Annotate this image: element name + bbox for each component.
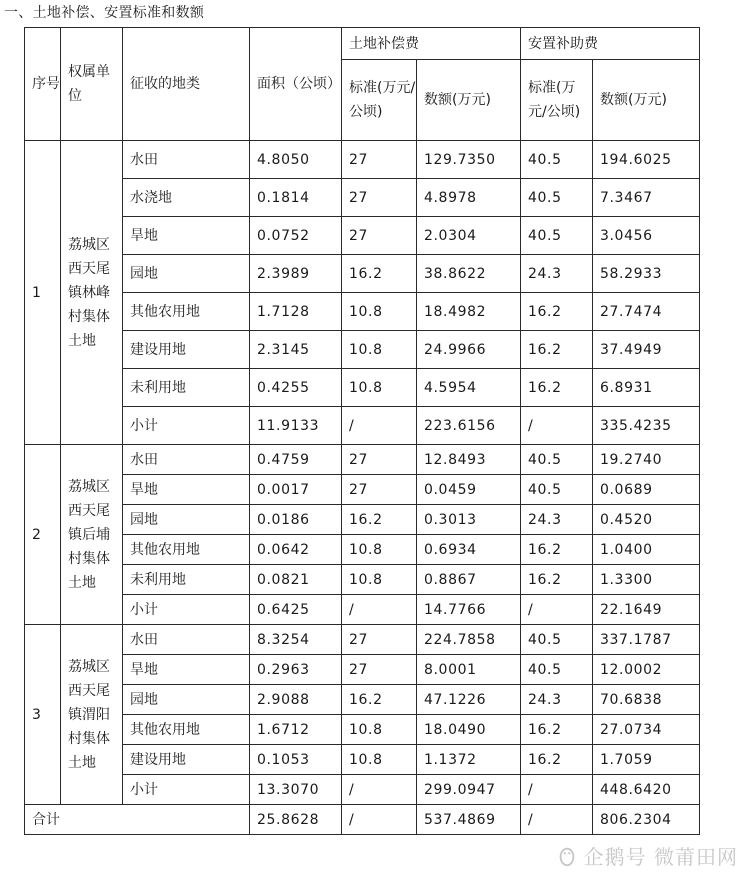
cell-resettle-standard: / [521, 775, 593, 805]
header-land-comp-standard: 标准(万元/公顷) [342, 60, 417, 141]
cell-resettle-standard: 16.2 [521, 565, 593, 595]
header-area: 面积（公顷） [250, 28, 342, 141]
cell-land-type: 未利用地 [123, 565, 250, 595]
cell-land-comp-amount: 223.6156 [417, 407, 521, 445]
cell-resettle-amount: 1.0400 [593, 535, 700, 565]
cell-land-comp-amount: 224.7858 [417, 625, 521, 655]
cell-resettle-amount: 0.4520 [593, 505, 700, 535]
table-row [25, 595, 700, 625]
cell-land-comp-amount: 24.9966 [417, 331, 521, 369]
cell-land-type: 园地 [123, 685, 250, 715]
cell-land-type: 水田 [123, 445, 250, 475]
cell-land-comp-standard: 10.8 [342, 565, 417, 595]
cell-area: 2.3145 [250, 331, 342, 369]
table-body [25, 141, 700, 835]
header-owner: 权属单位 [61, 28, 123, 141]
total-land-comp-standard: / [342, 805, 417, 835]
watermark [556, 841, 738, 870]
cell-land-comp-standard: 10.8 [342, 293, 417, 331]
header-seq: 序号 [25, 28, 61, 141]
table-row [25, 369, 700, 407]
cell-land-type: 园地 [123, 505, 250, 535]
cell-land-comp-standard: 10.8 [342, 745, 417, 775]
cell-resettle-standard: 40.5 [521, 141, 593, 179]
cell-land-comp-amount: 4.8978 [417, 179, 521, 217]
cell-resettle-amount: 6.8931 [593, 369, 700, 407]
cell-land-type: 园地 [123, 255, 250, 293]
table-row [25, 179, 700, 217]
table-row [25, 505, 700, 535]
cell-resettle-standard: 40.5 [521, 625, 593, 655]
total-label: 合计 [25, 805, 250, 835]
header-land-compensation: 土地补偿费 [342, 28, 521, 60]
cell-land-comp-standard: 16.2 [342, 685, 417, 715]
cell-land-comp-amount: 4.5954 [417, 369, 521, 407]
cell-resettle-standard: / [521, 407, 593, 445]
cell-resettle-amount: 3.0456 [593, 217, 700, 255]
table-row [25, 293, 700, 331]
cell-land-comp-amount: 14.7766 [417, 595, 521, 625]
watermark-text: 企鹅号 微莆田网 [583, 845, 738, 869]
table-row [25, 655, 700, 685]
cell-land-comp-amount: 0.0459 [417, 475, 521, 505]
cell-land-comp-amount: 12.8493 [417, 445, 521, 475]
cell-land-comp-standard: 27 [342, 475, 417, 505]
group-seq: 3 [25, 625, 61, 805]
cell-resettle-amount: 12.0002 [593, 655, 700, 685]
cell-area: 0.4759 [250, 445, 342, 475]
group-seq: 1 [25, 141, 61, 445]
compensation-table [24, 27, 700, 835]
cell-resettle-standard: 40.5 [521, 445, 593, 475]
cell-resettle-amount: 27.7474 [593, 293, 700, 331]
cell-resettle-amount: 1.3300 [593, 565, 700, 595]
cell-land-comp-standard: 27 [342, 141, 417, 179]
cell-resettle-standard: 40.5 [521, 217, 593, 255]
cell-resettle-amount: 1.7059 [593, 745, 700, 775]
cell-land-comp-amount: 0.8867 [417, 565, 521, 595]
header-resettle-amount: 数额(万元) [593, 60, 700, 141]
cell-area: 0.6425 [250, 595, 342, 625]
table-row [25, 255, 700, 293]
group-owner: 荔城区西天尾镇林峰村集体土地 [61, 141, 123, 445]
cell-area: 2.9088 [250, 685, 342, 715]
cell-area: 0.4255 [250, 369, 342, 407]
cell-land-comp-amount: 38.8622 [417, 255, 521, 293]
cell-land-type: 其他农用地 [123, 715, 250, 745]
cell-area: 0.0821 [250, 565, 342, 595]
cell-resettle-amount: 7.3467 [593, 179, 700, 217]
cell-resettle-standard: 24.3 [521, 255, 593, 293]
cell-land-comp-standard: 27 [342, 655, 417, 685]
cell-land-comp-amount: 129.7350 [417, 141, 521, 179]
cell-resettle-standard: 16.2 [521, 745, 593, 775]
cell-area: 13.3070 [250, 775, 342, 805]
cell-area: 0.1814 [250, 179, 342, 217]
cell-land-type: 旱地 [123, 217, 250, 255]
header-land-comp-amount: 数额(万元) [417, 60, 521, 141]
cell-land-comp-amount: 8.0001 [417, 655, 521, 685]
cell-resettle-standard: 16.2 [521, 535, 593, 565]
cell-land-comp-standard: 10.8 [342, 331, 417, 369]
table-row [25, 217, 700, 255]
cell-area: 0.0642 [250, 535, 342, 565]
cell-land-type: 其他农用地 [123, 535, 250, 565]
cell-land-comp-amount: 1.1372 [417, 745, 521, 775]
cell-area: 1.7128 [250, 293, 342, 331]
cell-land-type: 其他农用地 [123, 293, 250, 331]
cell-land-comp-standard: 27 [342, 179, 417, 217]
cell-resettle-standard: 16.2 [521, 369, 593, 407]
cell-resettle-standard: / [521, 595, 593, 625]
table-row [25, 331, 700, 369]
cell-resettle-standard: 24.3 [521, 505, 593, 535]
table-row [25, 475, 700, 505]
table-row [25, 445, 700, 475]
header-resettlement-subsidy: 安置补助费 [521, 28, 700, 60]
cell-resettle-amount: 58.2933 [593, 255, 700, 293]
group-owner: 荔城区西天尾镇后埔村集体土地 [61, 445, 123, 625]
cell-land-comp-standard: / [342, 595, 417, 625]
cell-resettle-amount: 22.1649 [593, 595, 700, 625]
table-row [25, 535, 700, 565]
total-resettle-standard: / [521, 805, 593, 835]
cell-land-comp-amount: 2.0304 [417, 217, 521, 255]
group-owner: 荔城区西天尾镇渭阳村集体土地 [61, 625, 123, 805]
cell-land-comp-amount: 18.4982 [417, 293, 521, 331]
cell-land-comp-standard: 16.2 [342, 505, 417, 535]
cell-land-type: 水田 [123, 625, 250, 655]
cell-land-comp-amount: 0.6934 [417, 535, 521, 565]
cell-area: 0.0186 [250, 505, 342, 535]
table-row [25, 715, 700, 745]
cell-land-comp-amount: 18.0490 [417, 715, 521, 745]
cell-land-type: 旱地 [123, 475, 250, 505]
cell-resettle-amount: 335.4235 [593, 407, 700, 445]
cell-resettle-standard: 16.2 [521, 715, 593, 745]
table-row [25, 625, 700, 655]
cell-resettle-amount: 448.6420 [593, 775, 700, 805]
cell-area: 4.8050 [250, 141, 342, 179]
cell-land-comp-standard: 10.8 [342, 715, 417, 745]
cell-land-type: 水田 [123, 141, 250, 179]
table-row [25, 775, 700, 805]
cell-resettle-standard: 24.3 [521, 685, 593, 715]
cell-land-comp-amount: 0.3013 [417, 505, 521, 535]
cell-resettle-standard: 16.2 [521, 293, 593, 331]
cell-land-type: 建设用地 [123, 331, 250, 369]
table-row [25, 407, 700, 445]
cell-area: 0.0752 [250, 217, 342, 255]
cell-resettle-amount: 337.1787 [593, 625, 700, 655]
group-seq: 2 [25, 445, 61, 625]
cell-resettle-standard: 40.5 [521, 179, 593, 217]
cell-land-type: 未利用地 [123, 369, 250, 407]
cell-land-comp-standard: 27 [342, 217, 417, 255]
header-resettle-standard: 标准(万元/公顷) [521, 60, 593, 141]
penguin-logo-icon [556, 845, 578, 867]
cell-resettle-standard: 40.5 [521, 655, 593, 685]
cell-resettle-amount: 27.0734 [593, 715, 700, 745]
cell-area: 1.6712 [250, 715, 342, 745]
cell-land-type: 小计 [123, 595, 250, 625]
cell-land-comp-amount: 299.0947 [417, 775, 521, 805]
cell-resettle-amount: 194.6025 [593, 141, 700, 179]
cell-land-comp-standard: 10.8 [342, 369, 417, 407]
cell-resettle-amount: 0.0689 [593, 475, 700, 505]
cell-land-type: 旱地 [123, 655, 250, 685]
cell-land-comp-standard: 10.8 [342, 535, 417, 565]
table-row [25, 685, 700, 715]
cell-land-comp-standard: / [342, 407, 417, 445]
cell-resettle-standard: 40.5 [521, 475, 593, 505]
cell-land-comp-standard: 27 [342, 445, 417, 475]
cell-land-type: 小计 [123, 775, 250, 805]
table-row [25, 141, 700, 179]
cell-land-comp-standard: 27 [342, 625, 417, 655]
cell-area: 2.3989 [250, 255, 342, 293]
total-area: 25.8628 [250, 805, 342, 835]
cell-land-comp-standard: / [342, 775, 417, 805]
cell-land-type: 小计 [123, 407, 250, 445]
cell-land-comp-standard: 16.2 [342, 255, 417, 293]
cell-area: 8.3254 [250, 625, 342, 655]
header-land-type: 征收的地类 [123, 28, 250, 141]
cell-land-type: 水浇地 [123, 179, 250, 217]
cell-resettle-amount: 70.6838 [593, 685, 700, 715]
total-land-comp-amount: 537.4869 [417, 805, 521, 835]
cell-area: 11.9133 [250, 407, 342, 445]
cell-land-comp-amount: 47.1226 [417, 685, 521, 715]
cell-resettle-standard: 16.2 [521, 331, 593, 369]
cell-resettle-amount: 19.2740 [593, 445, 700, 475]
page-title: 一、土地补偿、安置标准和数额 [4, 5, 205, 21]
total-row [25, 805, 700, 835]
cell-land-type: 建设用地 [123, 745, 250, 775]
cell-area: 0.0017 [250, 475, 342, 505]
table-row [25, 745, 700, 775]
table-row [25, 565, 700, 595]
cell-area: 0.1053 [250, 745, 342, 775]
total-resettle-amount: 806.2304 [593, 805, 700, 835]
cell-area: 0.2963 [250, 655, 342, 685]
cell-resettle-amount: 37.4949 [593, 331, 700, 369]
